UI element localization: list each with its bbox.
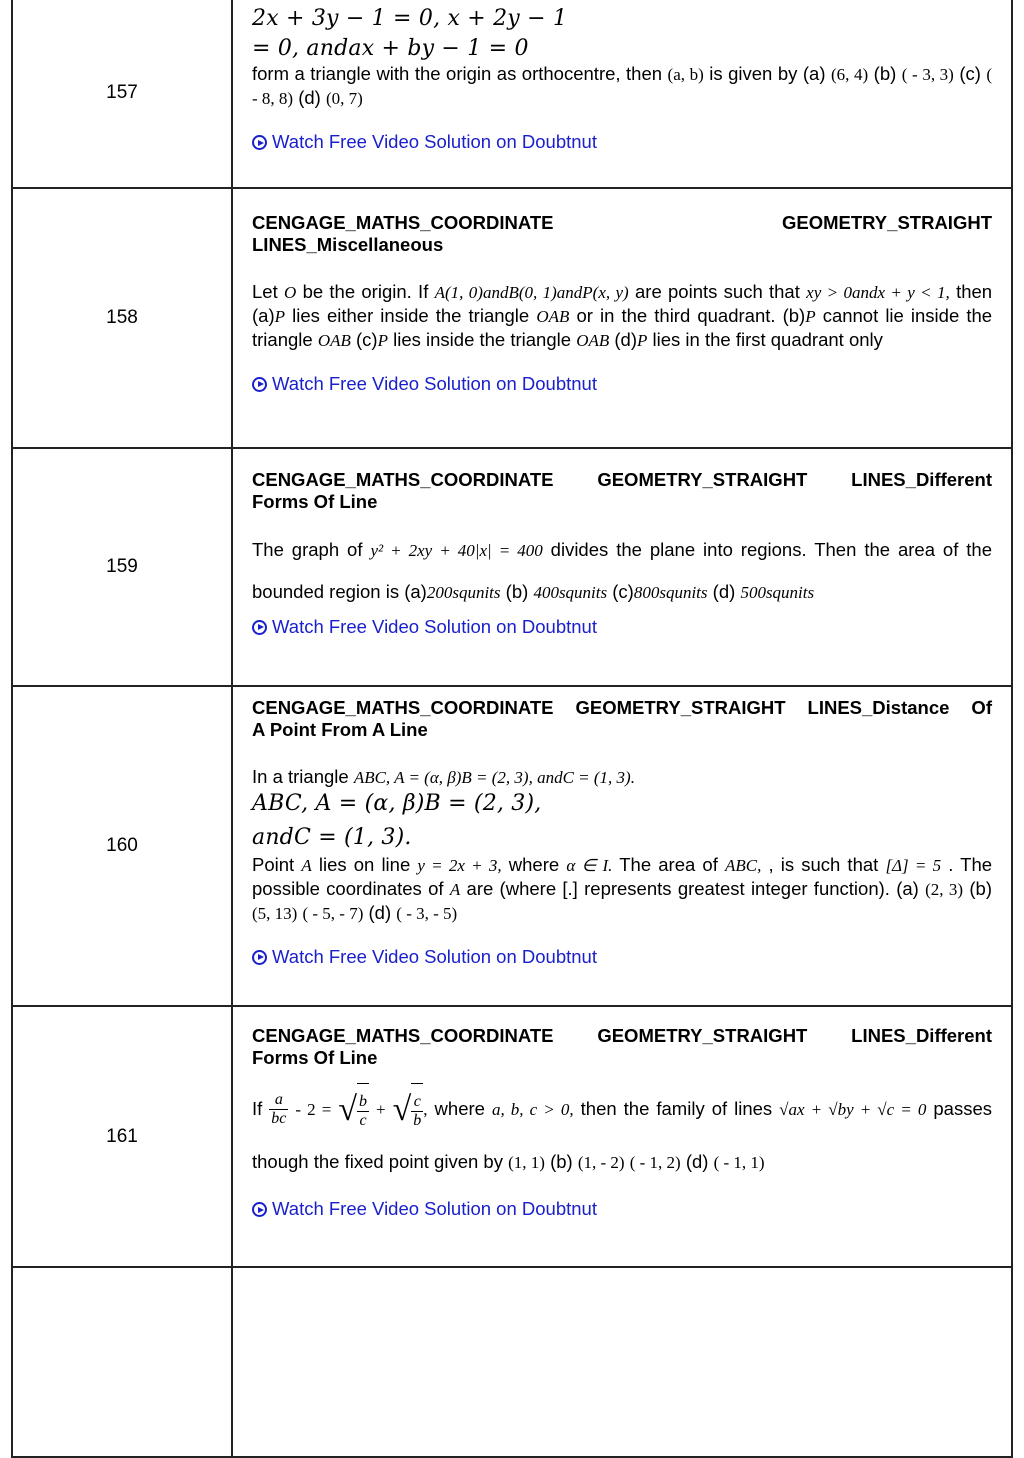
square-root: √ $\frac{b}{c}$ — [338, 1083, 369, 1136]
question-text: In a triangle ABC, A = (α, β)B = (2, 3), andC = (1, 3). — [252, 765, 635, 787]
question-text: If $\frac{a}{bc}$ - 2 = √ $\frac{b}{c}$ + √ $\frac{c}{b}$ , where a, b, c > 0, then the family of lines √ax + √by + √c = 0 passes though the fixed point given by (1, 1) (b) (1, - 2) ( - 1, 2) (d) ( - 1, 1) — [252, 1083, 992, 1190]
equation-line: ABC, A = (α, β)B = (2, 3), — [252, 790, 542, 816]
question-category-line2: A Point From A Line — [252, 718, 428, 740]
table-row — [12, 448, 1012, 686]
play-circle-icon — [252, 135, 267, 150]
question-category: CENGAGE_MATHS_COORDINATE GEOMETRY_STRAIGHT LINES_Different — [252, 468, 992, 490]
table-row — [12, 188, 1012, 448]
question-text: Let O be the origin. If A(1, 0)andB(0, 1)andP(x, y) are points such that xy > 0andx + y < 1, then (a)P lies either inside the triangle OAB or in the third quadrant. (b)P cannot lie inside the triangle OAB (c)P lies inside the triangle OAB (d)P lies in the first quadrant only — [252, 280, 993, 350]
watch-video-link[interactable]: Watch Free Video Solution on Doubtnut — [252, 130, 597, 153]
question-number: 159 — [12, 448, 232, 686]
equation-line: andC = (1, 3). — [252, 824, 412, 850]
equation-line: = 0, andax + by − 1 = 0 — [252, 36, 529, 61]
fraction: $\frac{a}{bc}$ — [271, 1091, 287, 1128]
question-text: The graph of y² + 2xy + 40|x| = 400 divides the plane into regions. Then the area of the bounded region is (a)200squnits (b) 400squnits (c)800squnits (d) 500squnits — [252, 538, 993, 602]
empty-cell — [12, 1267, 232, 1457]
table-row — [12, 0, 1012, 188]
question-number: 160 — [12, 686, 232, 1006]
question-number: 158 — [12, 188, 232, 448]
question-category-line2: Forms Of Line — [252, 490, 378, 512]
question-content — [232, 188, 1012, 448]
play-circle-icon — [252, 620, 267, 635]
play-circle-icon — [252, 377, 267, 392]
question-table — [11, 0, 1013, 1458]
question-text: Point A lies on line y = 2x + 3, where α ∈ I. The area of ABC, , is such that [Δ] = 5 . The possible coordinates of A are (where [.] represents greatest integer function). (a) (2, 3) (b) (5, 13) ( - 5, - 7) (d) ( - 3, - 5) — [252, 853, 993, 923]
table-row — [12, 1006, 1012, 1267]
question-category-line2: Forms Of Line — [252, 1046, 378, 1068]
watch-video-link[interactable]: Watch Free Video Solution on Doubtnut — [252, 615, 597, 638]
watch-video-link[interactable]: Watch Free Video Solution on Doubtnut — [252, 372, 597, 395]
question-content — [232, 448, 1012, 686]
question-category: CENGAGE_MATHS_COORDINATE GEOMETRY_STRAIGHT LINES_Distance Of — [252, 696, 992, 718]
question-text: form a triangle with the origin as orthocentre, then (a, b) is given by (a) (6, 4) (b) ( - 3, 3) (c) ( - 8, 8) (d) (0, 7) — [252, 63, 993, 108]
question-content — [232, 1006, 1012, 1267]
table-row — [12, 686, 1012, 1006]
question-content — [232, 0, 1012, 188]
question-category: CENGAGE_MATHS_COORDINATE GEOMETRY_STRAIGHT LINES_Different — [252, 1024, 992, 1046]
question-category: CENGAGE_MATHS_COORDINATE GEOMETRY_STRAIGHT LINES_Miscellaneous — [252, 211, 992, 255]
question-number: 157 — [12, 0, 232, 188]
play-circle-icon — [252, 1202, 267, 1217]
equation-line: 2x + 3y − 1 = 0, x + 2y − 1 — [252, 6, 568, 31]
table-row-empty — [12, 1267, 1012, 1457]
question-content — [232, 686, 1012, 1006]
play-circle-icon — [252, 950, 267, 965]
empty-cell — [232, 1267, 1012, 1457]
question-number: 161 — [12, 1006, 232, 1267]
watch-video-link[interactable]: Watch Free Video Solution on Doubtnut — [252, 945, 597, 968]
watch-video-link[interactable]: Watch Free Video Solution on Doubtnut — [252, 1197, 597, 1220]
square-root: √ $\frac{c}{b}$ — [393, 1083, 424, 1136]
